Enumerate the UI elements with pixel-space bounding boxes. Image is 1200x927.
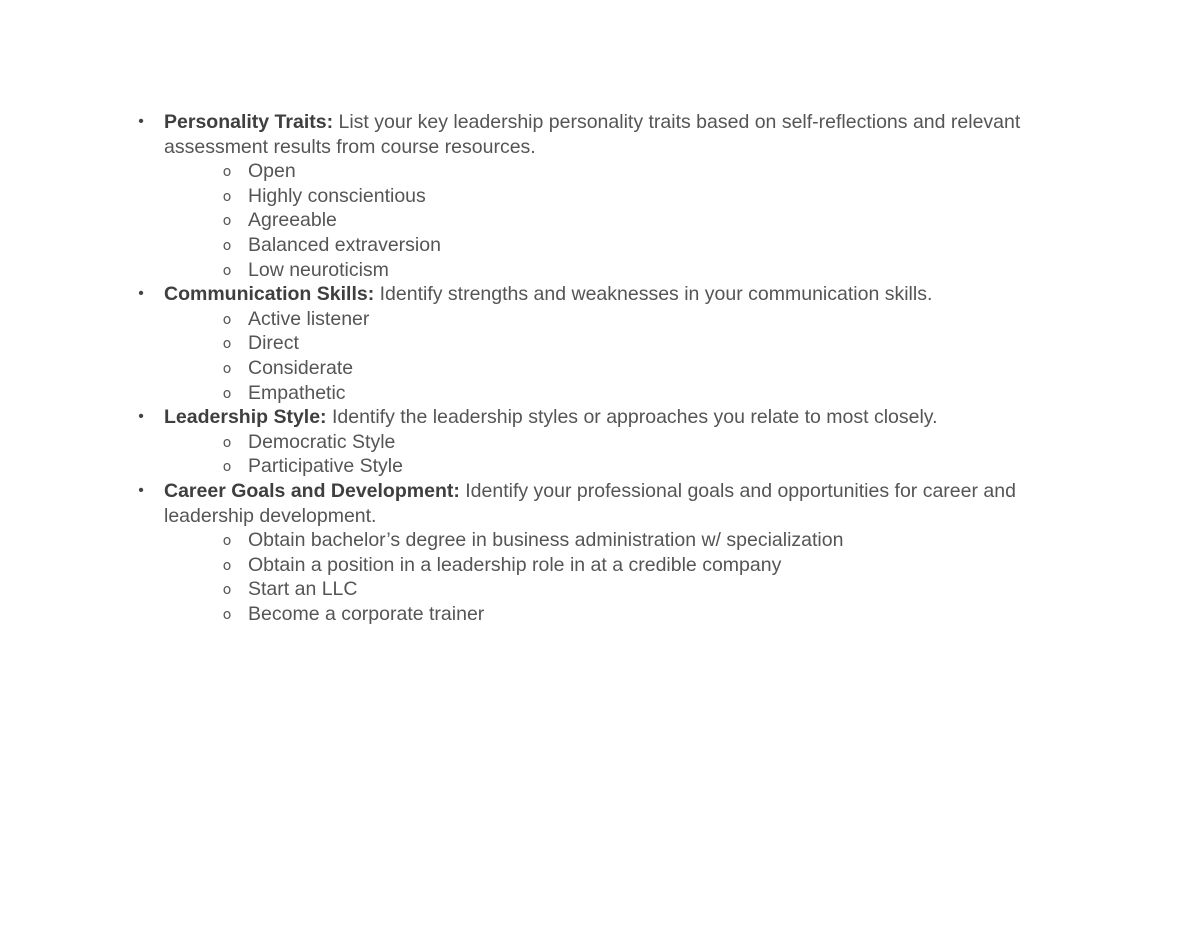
list-item-text: Become a corporate trainer: [248, 602, 485, 625]
circle-bullet-icon: [220, 307, 234, 333]
circle-bullet-icon: [220, 430, 234, 456]
circle-bullet-icon: [220, 528, 234, 554]
list-item: [164, 233, 1074, 258]
list-item: [164, 381, 1074, 406]
list-item-text: Direct: [248, 332, 299, 355]
list-item-text: Obtain a position in a leadership role in at a credible company: [248, 553, 782, 576]
list-item-text: Obtain bachelor’s degree in business administration w/ specialization: [248, 529, 844, 552]
circle-bullet-icon: [220, 553, 234, 579]
section-heading: Personality Traits:: [164, 111, 334, 133]
list-item: [164, 159, 1074, 184]
section-description: List your key leadership personality traits based on self-reflections and relevant assessment results from course resources.: [164, 111, 1021, 158]
section-description: Identify the leadership styles or approaches you relate to most closely.: [326, 406, 938, 429]
list-item: [164, 553, 1074, 578]
circle-bullet-icon: [220, 331, 234, 357]
section-personality-traits: [134, 110, 1074, 282]
sub-list: [164, 307, 1074, 405]
list-item: [164, 258, 1074, 283]
list-item-text: Agreeable: [248, 209, 337, 232]
list-item: [164, 356, 1074, 381]
list-item-text: Active listener: [248, 307, 370, 330]
section-leadership-style: [134, 405, 1074, 479]
section-description: Identify your professional goals and opportunities for career and leadership development.: [164, 479, 1016, 527]
document-body: [134, 110, 1074, 626]
section-career-goals: [134, 479, 1074, 627]
bullet-icon: [134, 110, 148, 135]
circle-bullet-icon: [220, 381, 234, 407]
sub-list: [164, 528, 1074, 626]
section-heading: Communication Skills:: [164, 283, 375, 306]
list-item: [164, 307, 1074, 332]
sub-list: [164, 430, 1074, 479]
circle-bullet-icon: [220, 258, 234, 284]
list-item: [164, 454, 1074, 479]
circle-bullet-icon: [220, 233, 234, 259]
circle-bullet-icon: [220, 184, 234, 210]
bullet-icon: [134, 282, 148, 307]
circle-bullet-icon: [220, 602, 234, 628]
list-item: [164, 577, 1074, 602]
list-item-text: Participative Style: [248, 455, 403, 478]
circle-bullet-icon: [220, 159, 234, 185]
list-item: [164, 208, 1074, 233]
section-list: [134, 110, 1074, 626]
section-communication-skills: [134, 282, 1074, 405]
list-item-text: Democratic Style: [248, 430, 396, 453]
section-description: Identify strengths and weaknesses in your communication skills.: [374, 283, 933, 306]
list-item-text: Open: [248, 160, 296, 183]
bullet-icon: [134, 405, 148, 430]
sub-list: [164, 159, 1074, 282]
list-item-text: Empathetic: [248, 381, 346, 404]
bullet-icon: [134, 479, 148, 504]
list-item: [164, 184, 1074, 209]
circle-bullet-icon: [220, 356, 234, 382]
list-item: [164, 602, 1074, 627]
circle-bullet-icon: [220, 454, 234, 480]
list-item-text: Highly conscientious: [248, 184, 426, 207]
list-item-text: Considerate: [248, 356, 354, 379]
section-heading: Leadership Style:: [164, 406, 327, 429]
list-item: [164, 528, 1074, 553]
circle-bullet-icon: [220, 577, 234, 603]
list-item: [164, 331, 1074, 356]
list-item-text: Balanced extraversion: [248, 233, 441, 256]
circle-bullet-icon: [220, 208, 234, 234]
list-item-text: Low neuroticism: [248, 258, 389, 281]
list-item-text: Start an LLC: [248, 578, 358, 601]
section-heading: Career Goals and Development:: [164, 479, 460, 502]
list-item: [164, 430, 1074, 455]
